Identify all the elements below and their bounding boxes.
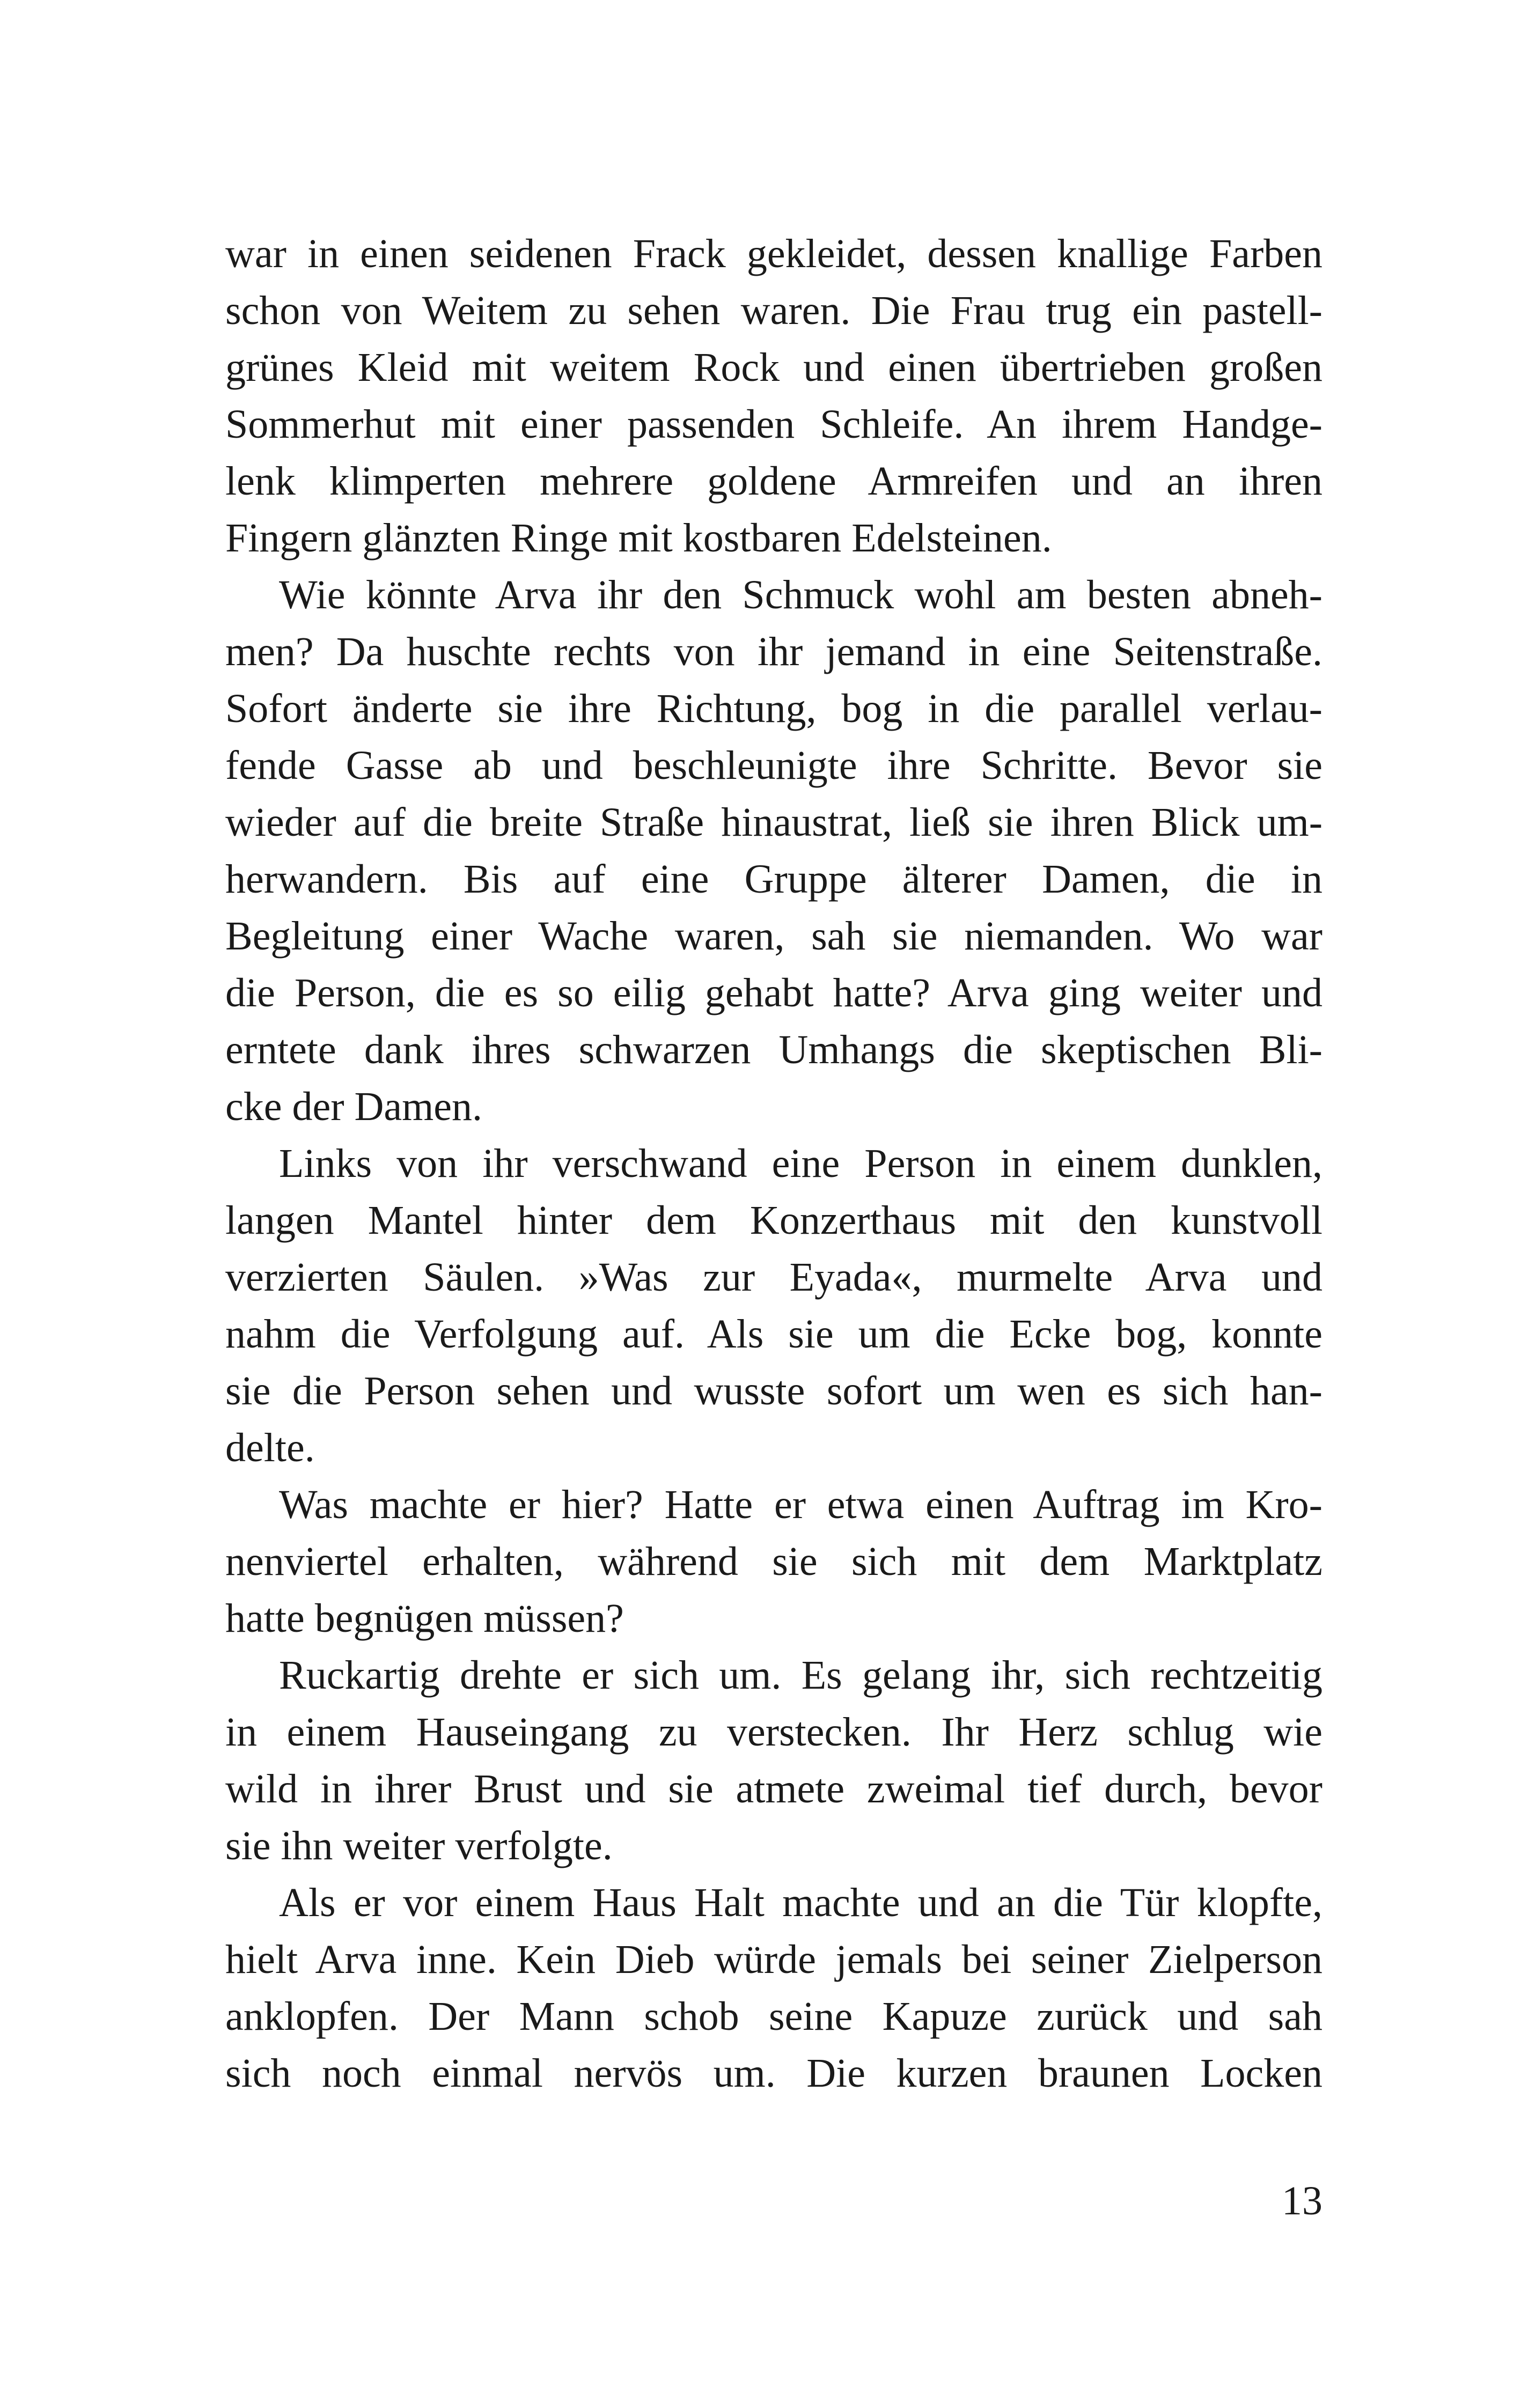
text-line: grünes Kleid mit weitem Rock und einen übertrieben großen <box>225 345 1322 390</box>
text-line: herwandern. Bis auf eine Gruppe älterer Damen, die in <box>225 857 1322 902</box>
text-line: men? Da huschte rechts von ihr jemand in eine Seitenstraße. <box>225 629 1322 674</box>
text-line: Als er vor einem Haus Halt machte und an die Tür klopfte, <box>279 1880 1322 1925</box>
text-line: Ruckartig drehte er sich um. Es gelang ihr, sich rechtzeitig <box>279 1653 1322 1698</box>
text-line: Links von ihr verschwand eine Person in einem dunklen, <box>279 1141 1322 1186</box>
text-line: die Person, die es so eilig gehabt hatte? Arva ging weiter und <box>225 970 1322 1015</box>
text-line: Was machte er hier? Hatte er etwa einen Auftrag im Kro- <box>279 1482 1322 1527</box>
text-line: schon von Weitem zu sehen waren. Die Frau trug ein pastell- <box>225 288 1322 333</box>
text-line: Sommerhut mit einer passenden Schleife. An ihrem Handge- <box>225 402 1322 447</box>
text-line: lenk klimperten mehrere goldene Armreifen und an ihren <box>225 459 1322 504</box>
body-text <box>225 225 1322 2102</box>
text-line: Begleitung einer Wache waren, sah sie niemanden. Wo war <box>225 914 1322 959</box>
text-line: nahm die Verfolgung auf. Als sie um die Ecke bog, konnte <box>225 1312 1322 1357</box>
text-line: wild in ihrer Brust und sie atmete zweimal tief durch, bevor <box>225 1766 1322 1811</box>
text-line: hatte begnügen müssen? <box>225 1596 624 1641</box>
text-line: in einem Hauseingang zu verstecken. Ihr Herz schlug wie <box>225 1710 1322 1755</box>
text-line: war in einen seidenen Frack gekleidet, dessen knallige Farben <box>225 231 1322 276</box>
text-line: verzierten Säulen. »Was zur Eyada«, murmelte Arva und <box>225 1255 1322 1300</box>
text-line: nenviertel erhalten, während sie sich mit dem Marktplatz <box>225 1539 1322 1584</box>
text-line: hielt Arva inne. Kein Dieb würde jemals bei seiner Zielperson <box>225 1937 1322 1982</box>
text-line: sie ihn weiter verfolgte. <box>225 1823 613 1868</box>
text-line: sie die Person sehen und wusste sofort um wen es sich han- <box>225 1368 1322 1413</box>
text-line: fende Gasse ab und beschleunigte ihre Schritte. Bevor sie <box>225 743 1322 788</box>
text-line: delte. <box>225 1425 315 1470</box>
text-line: wieder auf die breite Straße hinaustrat, ließ sie ihren Blick um- <box>225 800 1322 845</box>
page-number: 13 <box>1282 2178 1322 2223</box>
text-line: Fingern glänzten Ringe mit kostbaren Edelsteinen. <box>225 516 1052 561</box>
text-line: Sofort änderte sie ihre Richtung, bog in die parallel verlau- <box>225 686 1322 731</box>
text-line: cke der Damen. <box>225 1084 482 1129</box>
text-line: sich noch einmal nervös um. Die kurzen braunen Locken <box>225 2051 1322 2096</box>
text-line: langen Mantel hinter dem Konzerthaus mit den kunstvoll <box>225 1198 1322 1243</box>
text-line: Wie könnte Arva ihr den Schmuck wohl am besten abneh- <box>279 572 1322 617</box>
text-line: erntete dank ihres schwarzen Umhangs die skeptischen Bli- <box>225 1027 1322 1072</box>
text-line: anklopfen. Der Mann schob seine Kapuze zurück und sah <box>225 1994 1322 2039</box>
